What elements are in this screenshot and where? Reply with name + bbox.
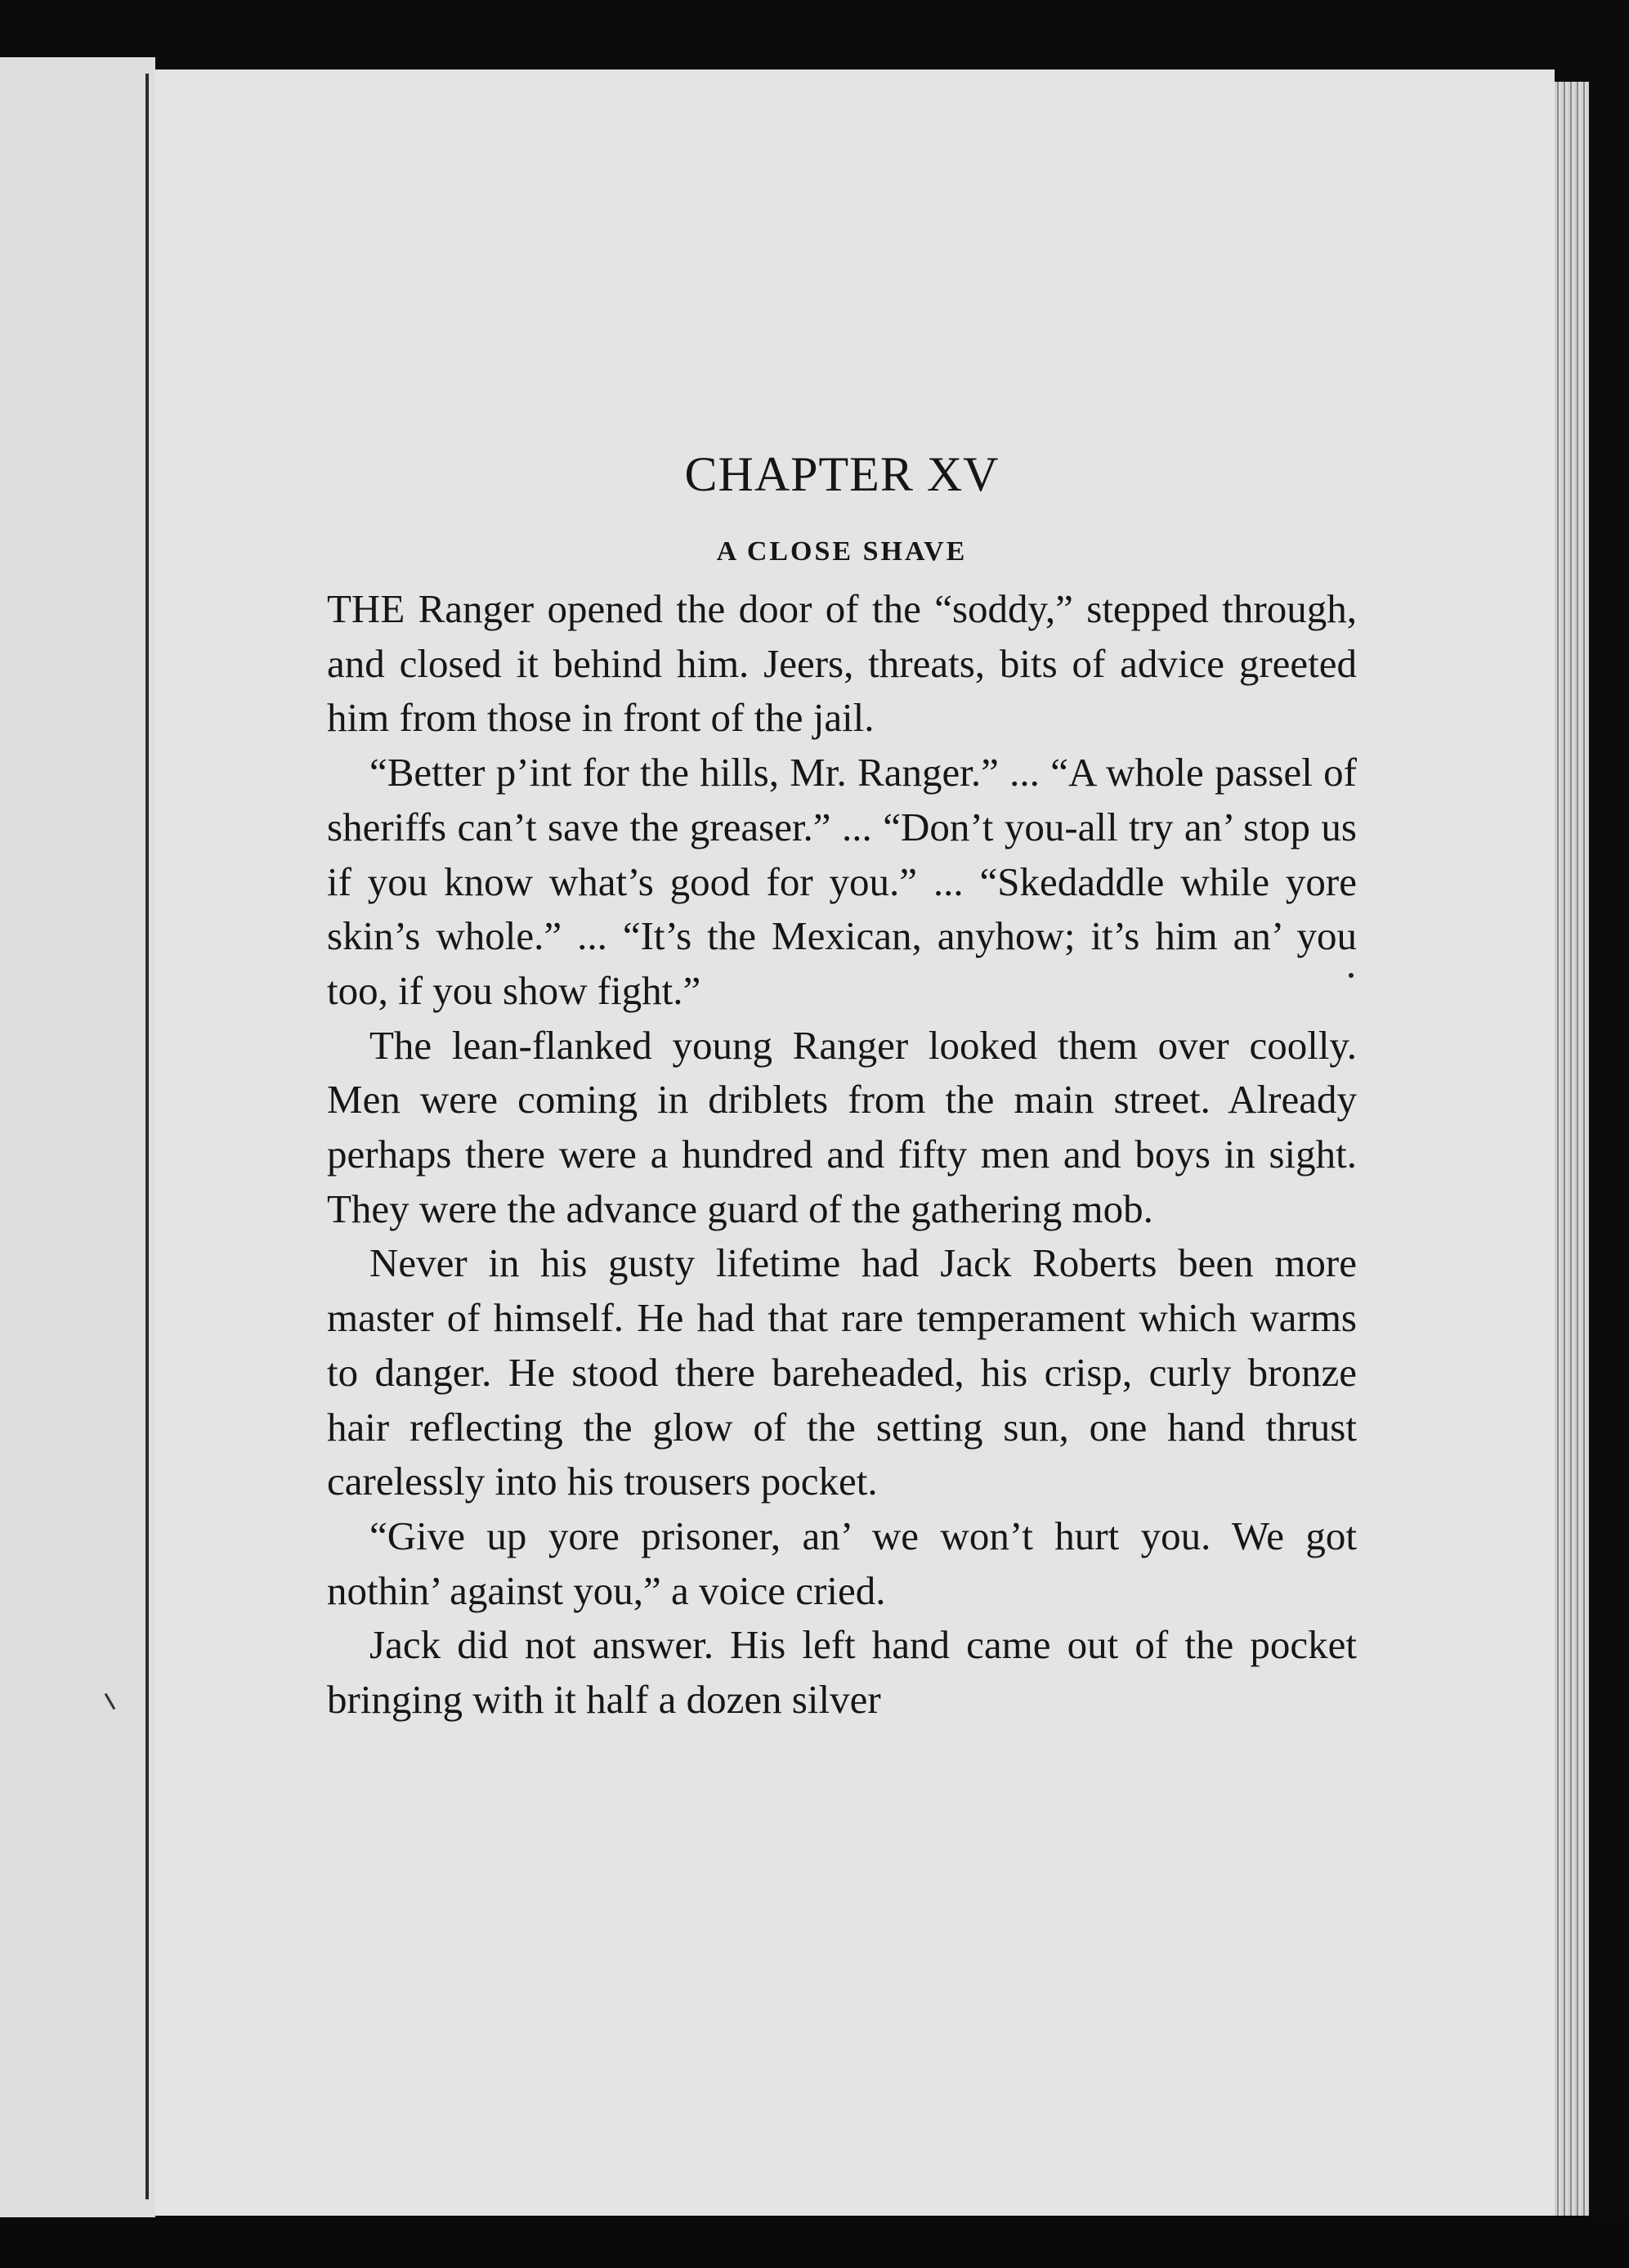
chapter-subtitle: A CLOSE SHAVE xyxy=(716,536,968,567)
paragraph: “Give up yore prisoner, an’ we won’t hurt you. We got nothin’ against you,” a voice cried. xyxy=(327,1513,1357,1613)
page-stack-edge xyxy=(1555,82,1589,2216)
page-text-block xyxy=(327,441,1357,1728)
paragraph: THE Ranger opened the door of the “soddy,” stepped through, and closed it behind him. Jeers, threats, bits of advice greeted him from those in front of the jail. xyxy=(327,586,1357,741)
scan-bottom-border xyxy=(0,2217,1629,2268)
chapter-title: CHAPTER XV xyxy=(684,447,1000,501)
binding-gutter xyxy=(145,74,149,2199)
paragraph: Jack did not answer. His left hand came out of the pocket bringing with it half a dozen silver xyxy=(327,1622,1357,1723)
paragraph: Never in his gusty lifetime had Jack Roberts been more master of himself. He had that rare temperament which warms to danger. He stood there bareheaded, his crisp, curly bronze hair reflecting the glow of the setting sun, one hand thrust carelessly into his trousers pocket. xyxy=(327,1240,1357,1504)
facing-page-margin xyxy=(0,57,155,2232)
paragraph: “Better p’int for the hills, Mr. Ranger.” ... “A whole passel of sheriffs can’t save the greaser.” ... “Don’t you-all try an’ stop us if you know what’s good for you.” ... “Skedaddle while yore skin’s whole.” ... “It’s the Mexican, anyhow; it’s him an’ you too, if you show fight.” xyxy=(327,750,1357,1013)
paragraph: The lean-flanked young Ranger looked them over coolly. Men were coming in driblets from the main street. Already perhaps there were a hundred and fifty men and boys in sight. They were the advance guard of the gathering mob. xyxy=(327,1022,1357,1231)
